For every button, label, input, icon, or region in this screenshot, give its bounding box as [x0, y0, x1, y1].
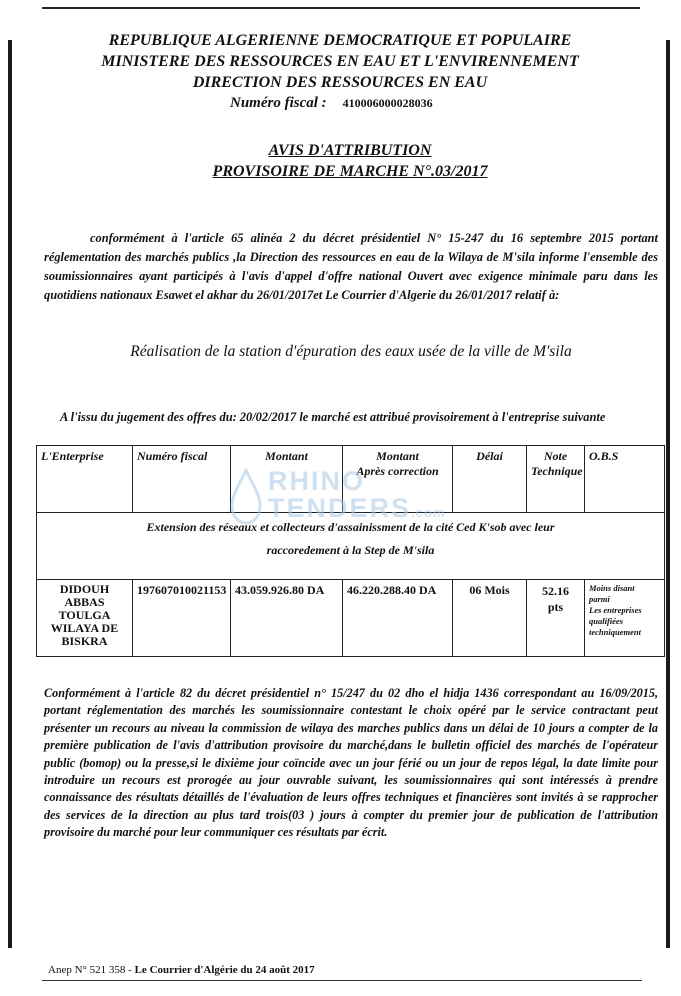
header-note-line1: Note: [543, 449, 568, 463]
watermark-line2-block: [268, 495, 445, 526]
top-rule: [42, 7, 640, 9]
obs-line: techniquement: [589, 627, 641, 637]
watermark-suffix: .com: [411, 505, 446, 520]
obs-line: Les entreprises: [589, 605, 642, 615]
document-header: [40, 30, 640, 93]
header-note: [527, 446, 585, 513]
cell-fiscal: 197607010021153: [133, 580, 231, 657]
intro-paragraph-block: [44, 229, 658, 305]
enterprise-line: DIDOUH: [59, 582, 110, 596]
right-scan-border: [666, 40, 670, 948]
note-value: 52.16: [542, 584, 569, 598]
header-fiscal: Numéro fiscal: [133, 446, 231, 513]
cell-obs: [585, 580, 665, 657]
cell-montant: 43.059.926.80 DA: [231, 580, 343, 657]
lot-title-line1: Extension des réseaux et collecteurs d'assainissment de la cité Ced K'sob avec leur: [146, 520, 555, 534]
header-delai: Délai: [453, 446, 527, 513]
cell-montant-correction: 46.220.288.40 DA: [343, 580, 453, 657]
enterprise-line: BISKRA: [61, 634, 108, 648]
note-unit: pts: [547, 600, 564, 614]
lot-title-line2: raccoredement à la Step de M'sila: [266, 543, 435, 557]
fiscal-label: Numéro fiscal :: [230, 95, 327, 111]
header-republic: REPUBLIQUE ALGERIENNE DEMOCRATIQUE ET POPULAIRE: [108, 32, 572, 49]
issue-block: [44, 410, 658, 424]
avis-title-line2: PROVISOIRE DE MARCHE N°.03/2017: [212, 163, 488, 180]
watermark-line2: TENDERS: [268, 493, 412, 523]
table-row: [37, 580, 665, 657]
obs-line: qualifiées: [589, 616, 623, 626]
fiscal-number: [230, 95, 433, 112]
left-scan-border: [8, 40, 12, 948]
footer-anep: Anep N° 521 358 -: [48, 964, 135, 976]
cell-note: [527, 580, 585, 657]
enterprise-line: WILAYA DE: [50, 621, 119, 635]
rhino-tenders-watermark: [228, 468, 488, 528]
watermark-drop-icon: [228, 468, 264, 526]
fiscal-value: 410006000028036: [342, 96, 433, 110]
cell-enterprise: [37, 580, 133, 657]
header-montant-correction-line1: Montant: [376, 449, 419, 463]
header-enterprise: L'Enterprise: [37, 446, 133, 513]
header-obs: O.B.S: [585, 446, 665, 513]
footer-publication: Le Courrier d'Algérie du 24 août 2017: [134, 964, 315, 976]
header-note-line2: Technique: [531, 464, 583, 478]
recourse-paragraph: Conformément à l'article 82 du décret présidentiel n° 15/247 du 02 dho el hidja 1436 correspondant au 16/09/2015, portant réglementation des marchés les soumissionnaire contestant le choix opéré par le service contractant peut présenter un recours au niveau la commission de wilaya des marches publics dans un délai de 10 jours a compter de la première publication de l'avis d'attribution provisoire du marché,dans le bulletin officiel des marchés de l'opérateur public (bomop) ou la presse,si le dixième jour coïncide avec un jour férié ou un jour de repos légal, la date limite pour introduire un recours est prorogée au jour ouvrable suivant, les soumissionnaires qui sont intéressés à prendre connaissance des résultats détaillés de l'évaluation de leurs offres techniques et financières sont invités à se rapprocher des services de la direction au plus tard trois(03 ) jours à compter du premier jour de publication de l'attribution provisoire du marché pour leur communiquer ces résultats par écrit.: [44, 686, 658, 840]
footer: [48, 964, 315, 976]
obs-line: Moins disant: [589, 583, 635, 593]
cell-delai: 06 Mois: [453, 580, 527, 657]
header-ministry: MINISTERE DES RESSOURCES EN EAU ET L'ENVIRENNEMENT: [101, 53, 579, 70]
obs-line: parmi: [589, 594, 610, 604]
avis-title-line1: AVIS D'ATTRIBUTION: [268, 142, 432, 159]
bottom-rule: [42, 980, 642, 981]
issue-sentence: A l'issu du jugement des offres du: 20/02/2017 le marché est attribué provisoirement à l'entreprise suivante: [60, 410, 606, 424]
enterprise-line: TOULGA: [58, 608, 111, 622]
enterprise-line: ABBAS: [64, 595, 105, 609]
avis-title: [150, 140, 550, 182]
header-montant-correction-line2: Après correction: [356, 464, 439, 478]
watermark-line1: RHINO: [268, 466, 365, 496]
header-montant: Montant: [231, 446, 343, 513]
header-direction: DIRECTION DES RESSOURCES EN EAU: [192, 74, 488, 91]
intro-paragraph: conformément à l'article 65 alinéa 2 du décret présidentiel N° 15-247 du 16 septembre 2015 portant réglementation des marchés publics ,la Direction des ressources en eau de la Wilaya de M'sila informe l'ensemble des soumissionnaires ayant participés à l'avis d'appel d'offre national Ouvert avec exigence minimale paru dans les quotidiens nationaux Esawet el akhar du 26/01/2017et Le Courrier d'Algerie du 26/01/2017 relatif à:: [44, 231, 658, 302]
project-title: Réalisation de la station d'épuration des eaux usée de la ville de M'sila: [130, 343, 572, 360]
